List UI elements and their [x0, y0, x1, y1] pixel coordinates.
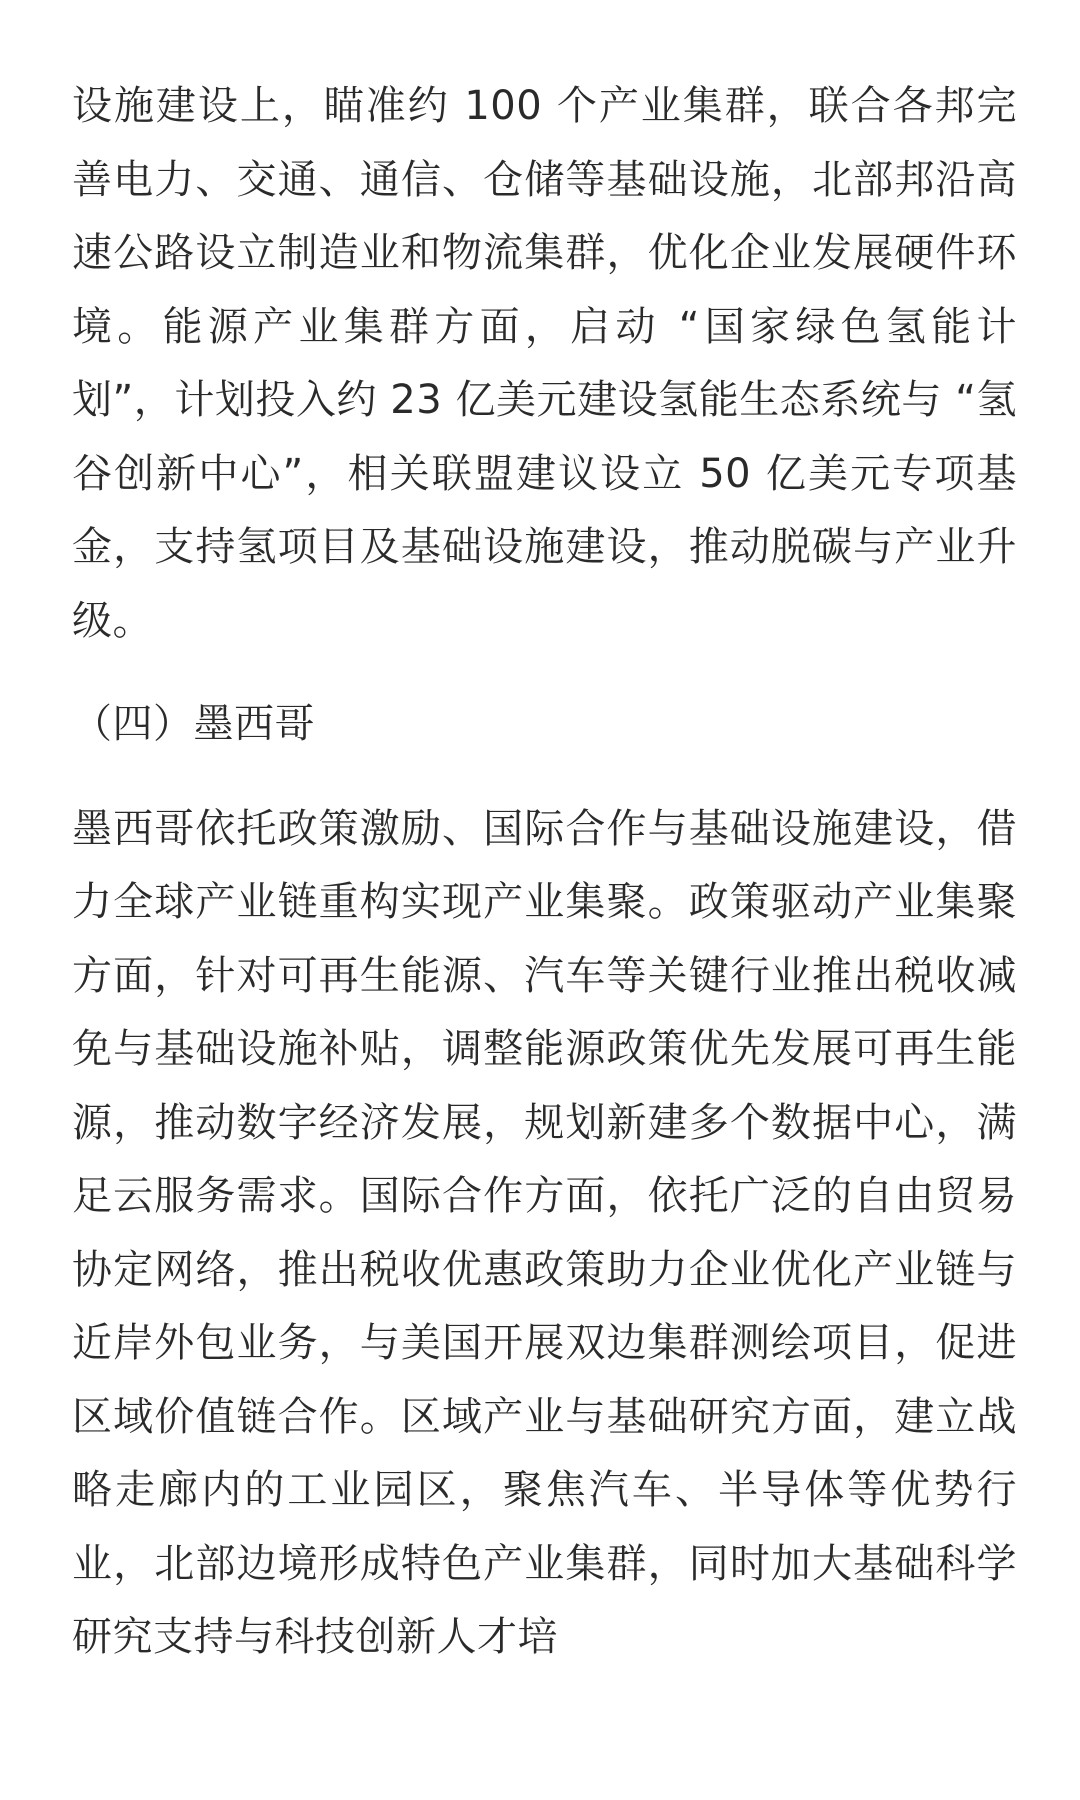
paragraph-mexico: 墨西哥依托政策激励、国际合作与基础设施建设，借力全球产业链重构实现产业集聚。政策驱动产业集聚方面，针对可再生能源、汽车等关键行业推出税收减免与基础设施补贴，调整能源政策优先发展可再生能源，推动数字经济发展，规划新建多个数据中心，满足云服务需求。国际合作方面，依托广泛的自由贸易协定网络，推出税收优惠政策助力企业优化产业链与近岸外包业务，与美国开展双边集群测绘项目，促进区域价值链合作。区域产业与基础研究方面，建立战略走廊内的工业园区，聚焦汽车、半导体等优势行业，北部边境形成特色产业集群，同时加大基础科学研究支持与科技创新人才培: [72, 805, 1017, 1660]
paragraph-india-infrastructure: 设施建设上，瞄准约 100 个产业集群，联合各邦完善电力、交通、通信、仓储等基础设施，北部邦沿高速公路设立制造业和物流集群，优化企业发展硬件环境。能源产业集群方面，启动 “国家绿色氢能计划”，计划投入约 23 亿美元建设氢能生态系统与 “氢谷创新中心”，相关联盟建议设立 50 亿美元专项基金，支持氢项目及基础设施建设，推动脱碳与产业升级。: [72, 83, 1017, 644]
article-body: [72, 70, 1017, 1675]
section-heading-mexico: （四）墨西哥: [72, 701, 315, 747]
